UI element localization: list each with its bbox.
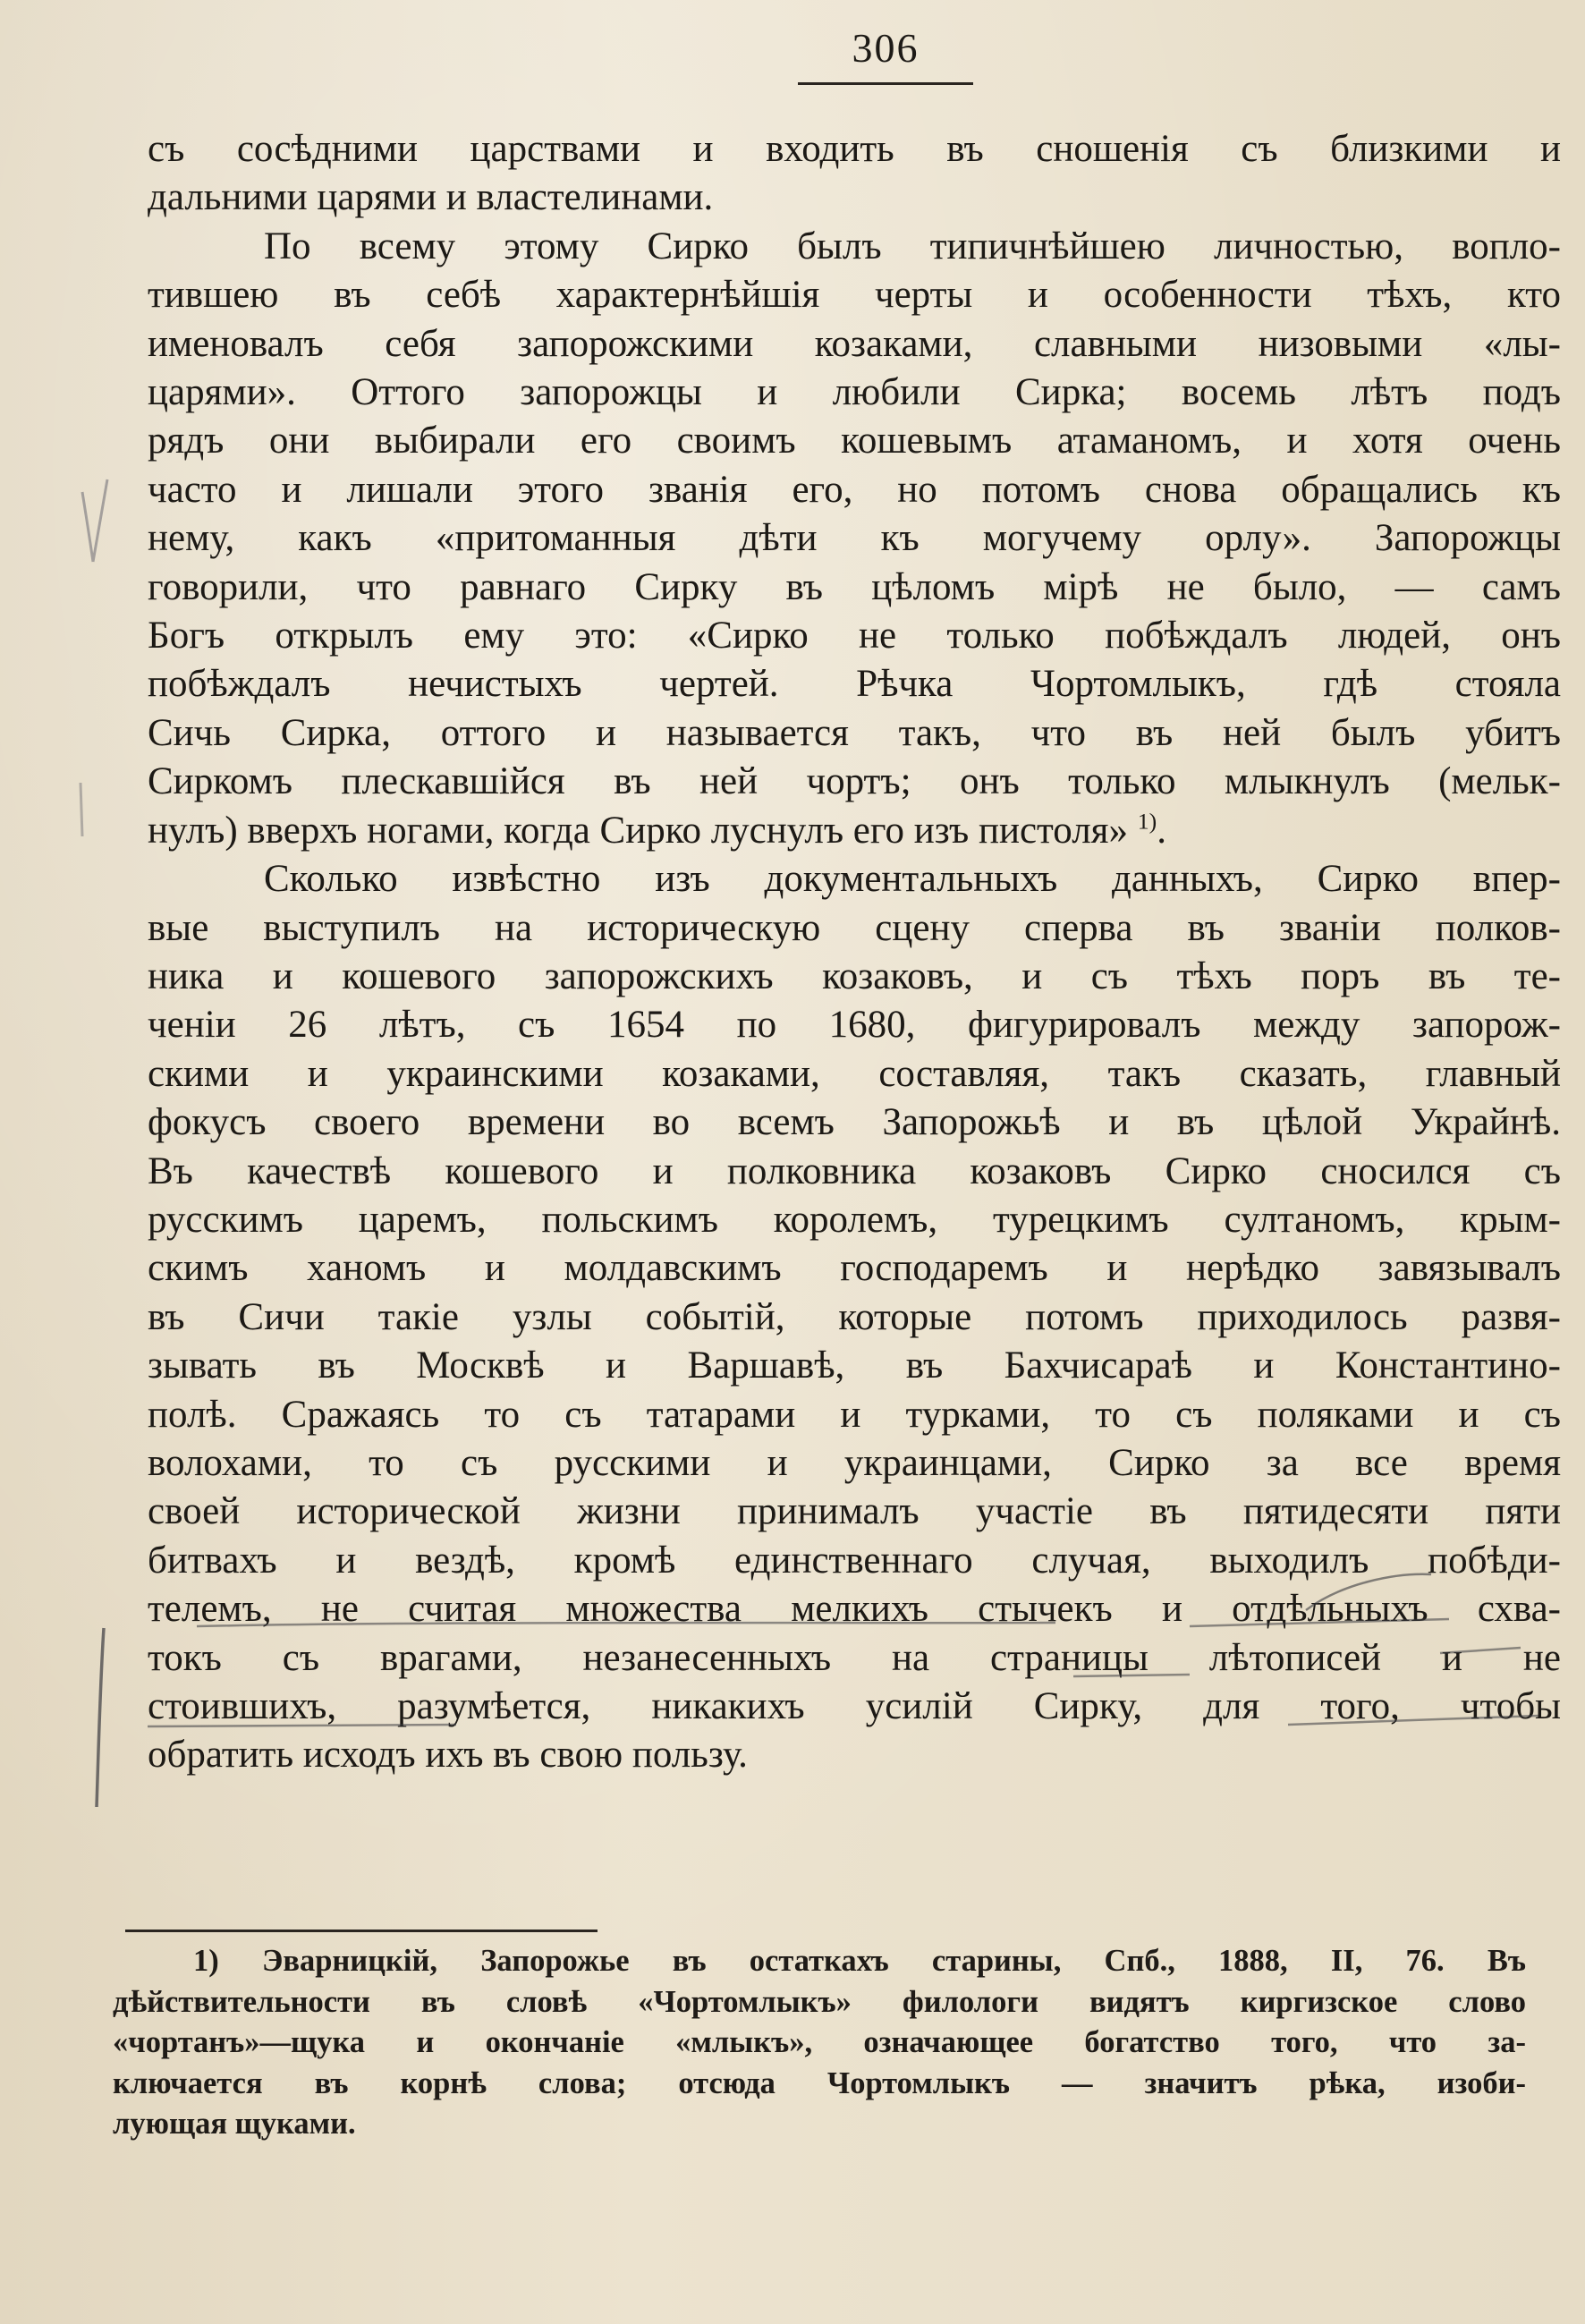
text-line: волохами, то съ русскими и украинцами, Сирко за все время — [148, 1441, 1561, 1484]
text-line: обратить исходъ ихъ въ свою пользу. — [148, 1734, 748, 1777]
text-line: Сиркомъ плескавшійся въ ней чортъ; онъ только млыкнулъ (мельк- — [148, 760, 1561, 803]
text-line: фокусъ своего времени во всемъ Запорожьѣ и въ цѣлой Украйнѣ. — [148, 1101, 1561, 1144]
footnote-separator — [125, 1930, 598, 1932]
main-text — [148, 125, 1561, 1780]
footnote-first-line — [113, 1941, 1526, 1982]
text-line: въ Сичи такіе узлы событій, которые потомъ приходилось развя- — [148, 1295, 1561, 1338]
text-line: съ сосѣдними царствами и входить въ сношенія съ близкими и — [148, 128, 1561, 170]
text-line: Сичь Сирка, оттого и называется такъ, что въ ней былъ убитъ — [148, 711, 1561, 754]
text-line: телемъ, не считая множества мелкихъ стычекъ и отдѣльныхъ схва- — [148, 1588, 1561, 1631]
text-line: дальними царями и властелинами. — [148, 176, 714, 219]
text-line: русскимъ царемъ, польскимъ королемъ, турецкимъ султаномъ, крым- — [148, 1198, 1561, 1241]
footnote-line: «чортанъ»—щука и окончаніе «млыкъ», означающее богатство того, что за- — [113, 2025, 1526, 2060]
pencil-margin-tick — [81, 783, 82, 836]
text-line: Въ качествѣ кошевого и полковника козаковъ Сирко сносился съ — [148, 1149, 1561, 1192]
text-line: Богъ открылъ ему это: «Сирко не только побѣждалъ людей, онъ — [148, 615, 1561, 657]
text-line: битвахъ и вездѣ, кромѣ единственнаго случая, выходилъ побѣди- — [148, 1539, 1561, 1582]
text-line: ника и кошевого запорожскихъ козаковъ, и съ тѣхъ поръ въ те- — [148, 954, 1561, 997]
text-line: скими и украинскими козаками, составляя, такъ сказать, главный — [148, 1052, 1561, 1095]
pencil-margin-line — [97, 1628, 104, 1807]
text-line: вые выступилъ на историческую сцену сперва въ званіи полков- — [148, 906, 1561, 949]
paragraph-start-line: Сколько извѣстно изъ документальныхъ данныхъ, Сирко впер- — [264, 858, 1561, 901]
text-line: часто и лишали этого званія его, но потомъ снова обращались къ — [148, 468, 1561, 511]
text-line: стоившихъ, разумѣется, никакихъ усилій Сирку, для того, чтобы — [148, 1685, 1561, 1727]
page-header — [796, 23, 975, 85]
text-line: зывать въ Москвѣ и Варшавѣ, въ Бахчисараѣ и Константино- — [148, 1344, 1561, 1387]
text-line: скимъ ханомъ и молдавскимъ господаремъ и нерѣдко завязывалъ — [148, 1247, 1561, 1290]
text-line: своей исторической жизни принималъ участіе въ пятидесяти пяти — [148, 1490, 1561, 1533]
text-line: рядъ они выбирали его своимъ кошевымъ атаманомъ, и хотя очень — [148, 420, 1561, 462]
footnote-line: дѣйствительности въ словѣ «Чортомлыкъ» филологи видятъ киргизское слово — [113, 1984, 1526, 2019]
text-line: говорили, что равнаго Сирку въ цѣломъ мірѣ не было, — самъ — [148, 565, 1561, 608]
text-line: полѣ. Сражаясь то съ татарами и турками, то съ поляками и съ — [148, 1393, 1561, 1436]
footnote-marker: 1) — [193, 1944, 219, 1978]
text-line: ченіи 26 лѣтъ, съ 1654 по 1680, фигурировалъ между запорож- — [148, 1004, 1561, 1047]
text-line: царями». Оттого запорожцы и любили Сирка; восемь лѣтъ подъ — [148, 371, 1561, 414]
text-line-content: нулъ) вверхъ ногами, когда Сирко луснулъ его изъ пистоля» — [148, 809, 1128, 852]
text-line: именовалъ себя запорожскими козаками, славными низовыми «лы- — [148, 322, 1561, 365]
text-line-with-footnote-ref: нулъ) вверхъ ногами, когда Сирко луснулъ его изъ пистоля» $^{1)}$. — [148, 808, 1166, 852]
text-line: токъ съ врагами, незанесенныхъ на страницы лѣтописей и не — [148, 1636, 1561, 1679]
footnote-reference: 1) — [1137, 808, 1157, 835]
footnote-block — [113, 1941, 1526, 2145]
page-number: 306 — [852, 25, 920, 71]
text-line: нему, какъ «притоманныя дѣти къ могучему орлу». Запорожцы — [148, 517, 1561, 560]
text-line: побѣждалъ нечистыхъ чертей. Рѣчка Чортомлыкъ, гдѣ стояла — [148, 663, 1561, 706]
text-line: тившею въ себѣ характернѣйшія черты и особенности тѣхъ, кто — [148, 274, 1561, 317]
paragraph-start-line: По всему этому Сирко былъ типичнѣйшею личностью, вопло- — [264, 225, 1561, 267]
pencil-checkmark — [82, 479, 107, 562]
footnote-line: ключается въ корнѣ слова; отсюда Чортомлыкъ — значитъ рѣка, изоби- — [113, 2065, 1526, 2100]
footnote-line: лующая щуками. — [113, 2107, 356, 2142]
footnote-line-content: Эварницкій, Запорожье въ остаткахъ старины, Спб., 1888, II, 76. Въ — [261, 1944, 1526, 1978]
header-rule — [798, 82, 973, 85]
